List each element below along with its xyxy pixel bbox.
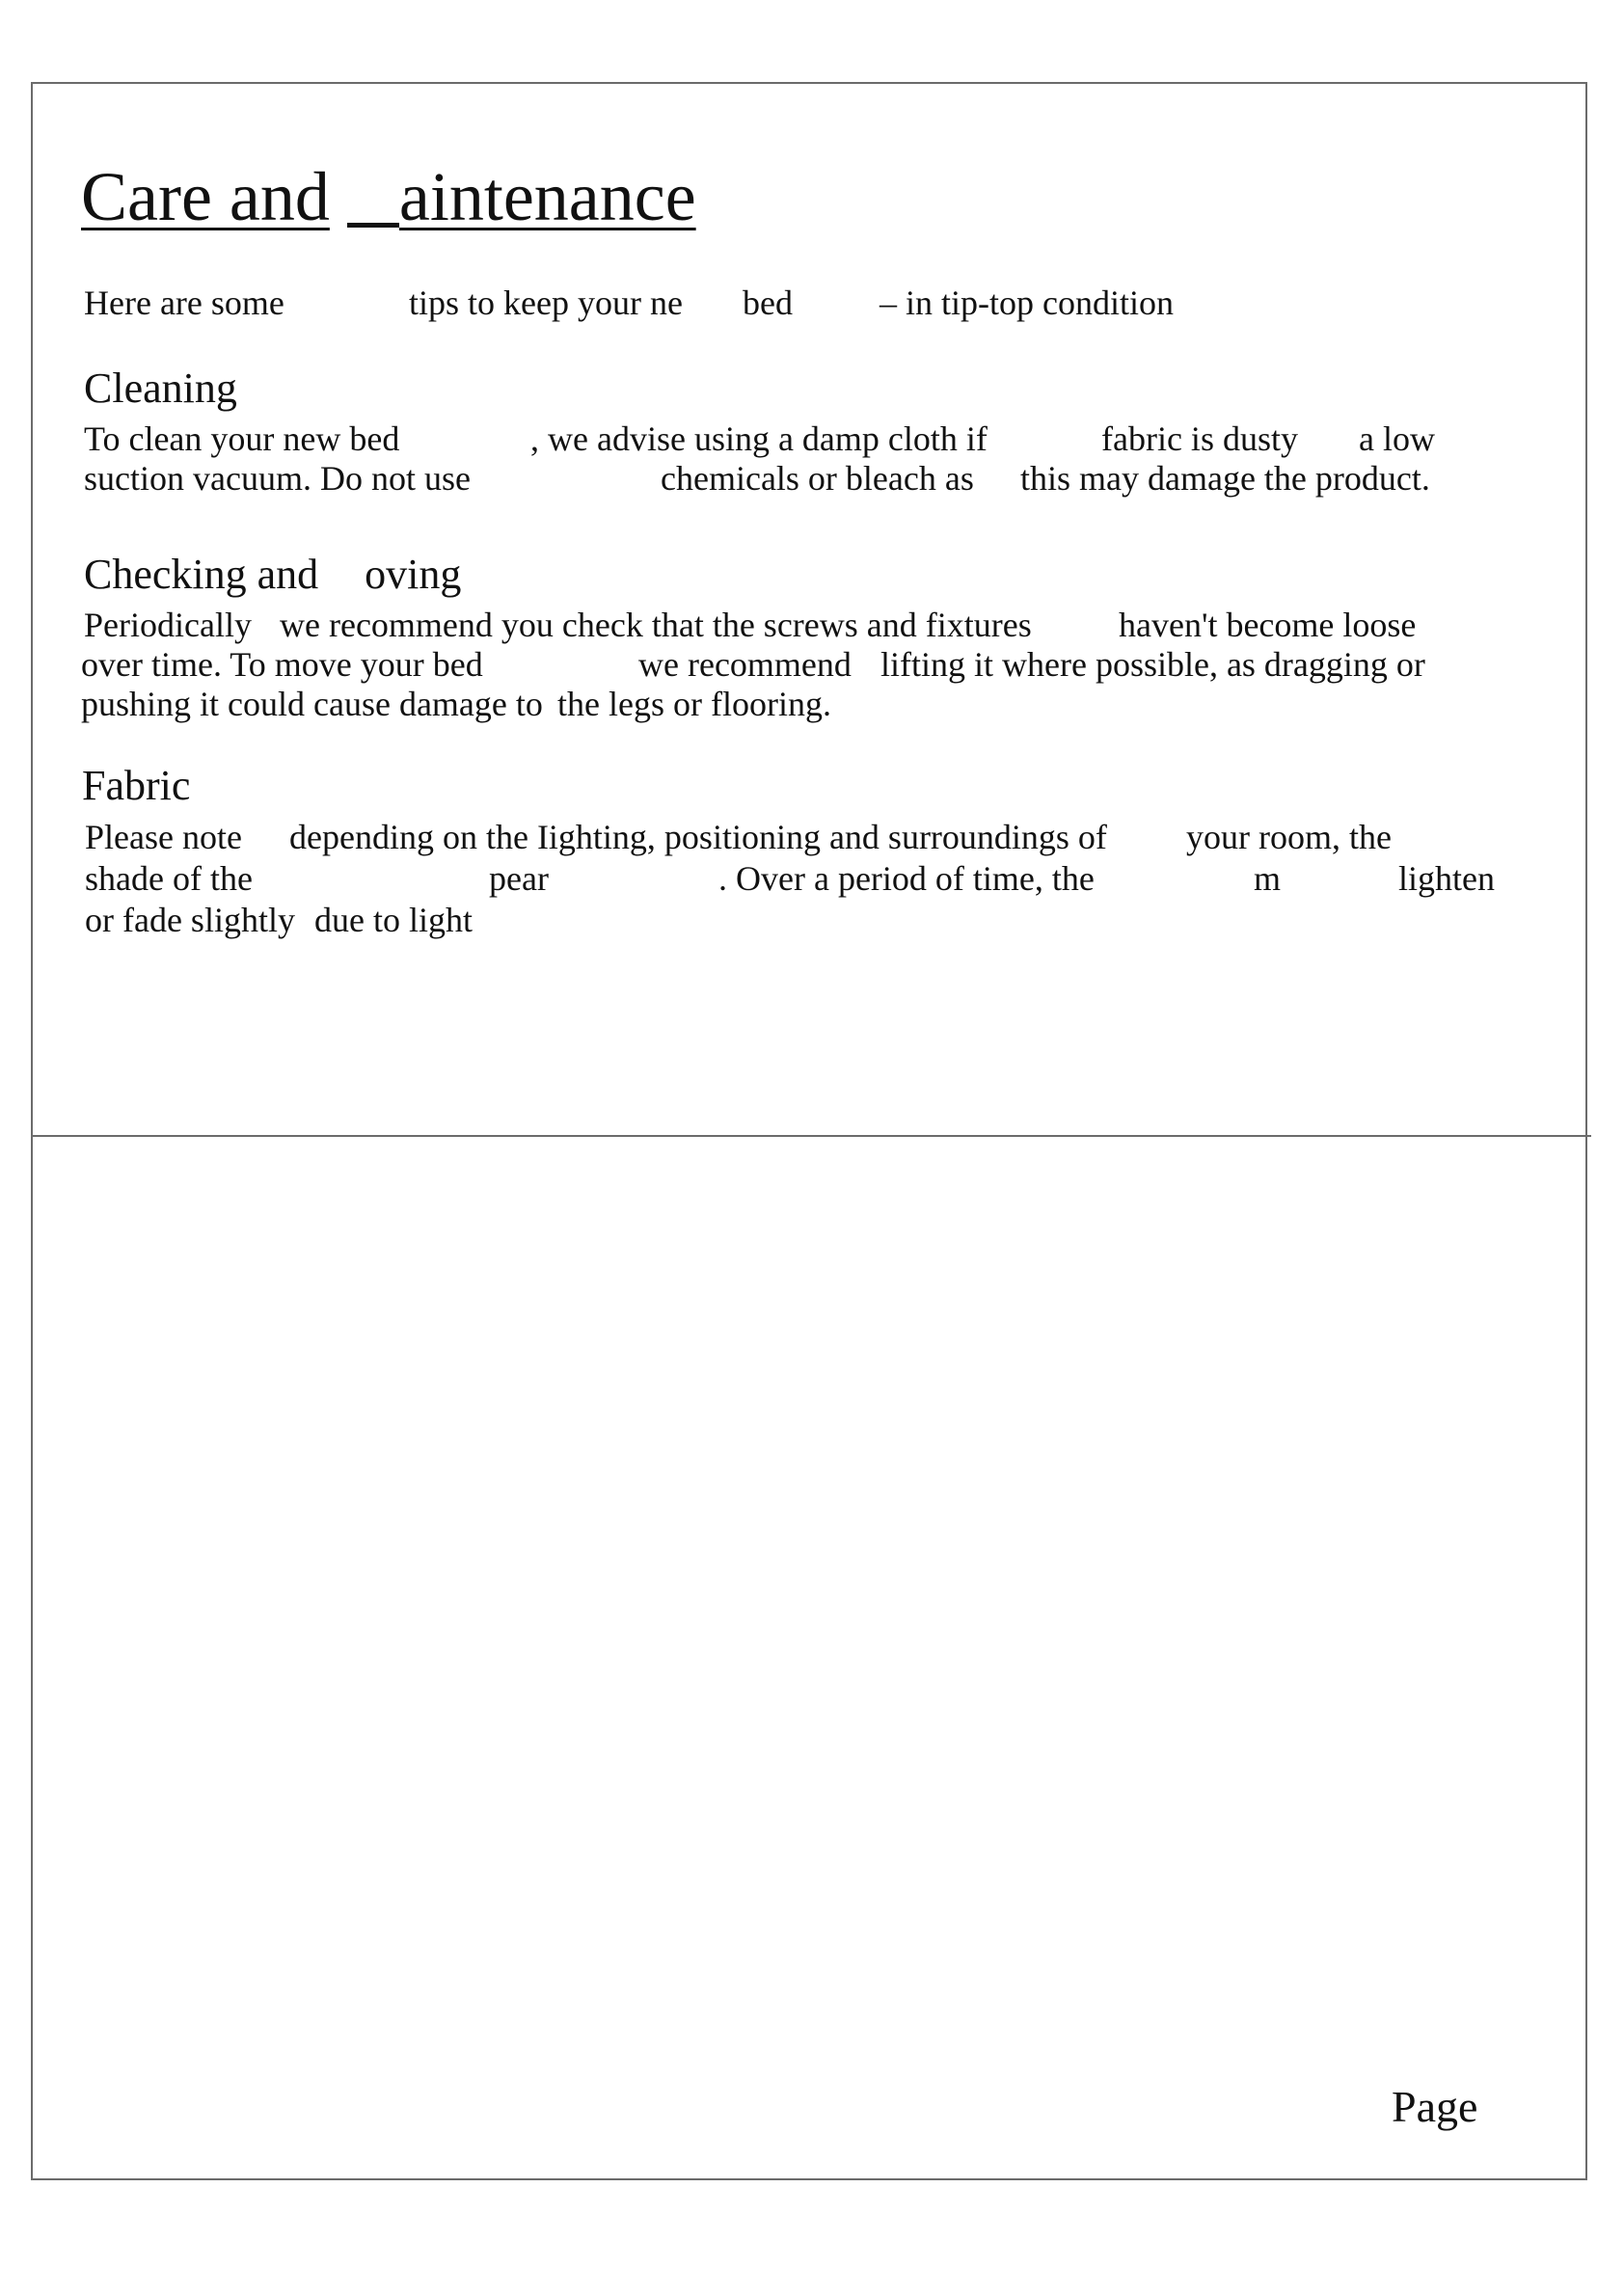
fabric-line1-seg3: your room, the (1186, 818, 1392, 856)
checking-heading-part-2: oving (365, 551, 462, 598)
page-title (81, 158, 696, 235)
checking-line3-seg2: the legs or flooring. (557, 685, 831, 723)
checking-line1-seg3: haven't become loose (1119, 606, 1417, 644)
fabric-line2-seg4: m (1254, 859, 1282, 898)
checking-line3-seg1: pushing it could cause damage to (81, 685, 543, 723)
cleaning-line2-seg2: chemicals or bleach as (661, 459, 974, 498)
page-frame (31, 82, 1587, 2180)
title-part-2: aintenance (398, 158, 696, 235)
title-part-1: Care and (81, 158, 330, 235)
fabric-line2-seg3: . Over a period of time, the (718, 859, 1095, 898)
checking-line2-seg3: lifting it where possible, as dragging or (880, 645, 1425, 684)
fabric-line3-seg1: or fade slightly (85, 901, 295, 939)
fabric-heading: Fabric (82, 762, 191, 809)
cleaning-line2-seg1: suction vacuum. Do not use (84, 459, 471, 498)
intro-seg-4: – in tip-top condition (880, 284, 1174, 322)
checking-line2-seg2: we recommend (638, 645, 852, 684)
page-label: Page (1392, 2082, 1478, 2131)
section-divider (31, 1135, 1591, 1137)
fabric-line3-seg2: due to light (314, 901, 473, 939)
intro-seg-3: bed (743, 284, 793, 322)
cleaning-line2-seg3: this may damage the product. (1020, 459, 1430, 498)
intro-seg-1: Here are some (84, 284, 284, 322)
checking-line1-seg2: we recommend you check that the screws and fixtures (280, 606, 1032, 644)
intro-seg-2: tips to keep your ne (409, 284, 683, 322)
checking-heading-part-1: Checking and (84, 551, 319, 598)
fabric-line2-seg5: lighten (1398, 859, 1495, 898)
checking-heading (84, 551, 462, 598)
cleaning-line1-seg3: fabric is dusty (1101, 419, 1298, 458)
checking-line2-seg1: over time. To move your bed (81, 645, 483, 684)
cleaning-line1-seg1: To clean your new bed (84, 419, 400, 458)
title-missing-letter (347, 223, 399, 228)
fabric-line2-seg1: shade of the (85, 859, 253, 898)
fabric-line1-seg1: Please note (85, 818, 242, 856)
cleaning-line1-seg2: , we advise using a damp cloth if (530, 419, 988, 458)
fabric-line1-seg2: depending on the Iighting, positioning and surroundings of (289, 818, 1107, 856)
checking-line1-seg1: Periodically (84, 606, 252, 644)
cleaning-line1-seg4: a low (1359, 419, 1435, 458)
cleaning-heading: Cleaning (84, 365, 237, 412)
fabric-line2-seg2: pear (489, 859, 549, 898)
